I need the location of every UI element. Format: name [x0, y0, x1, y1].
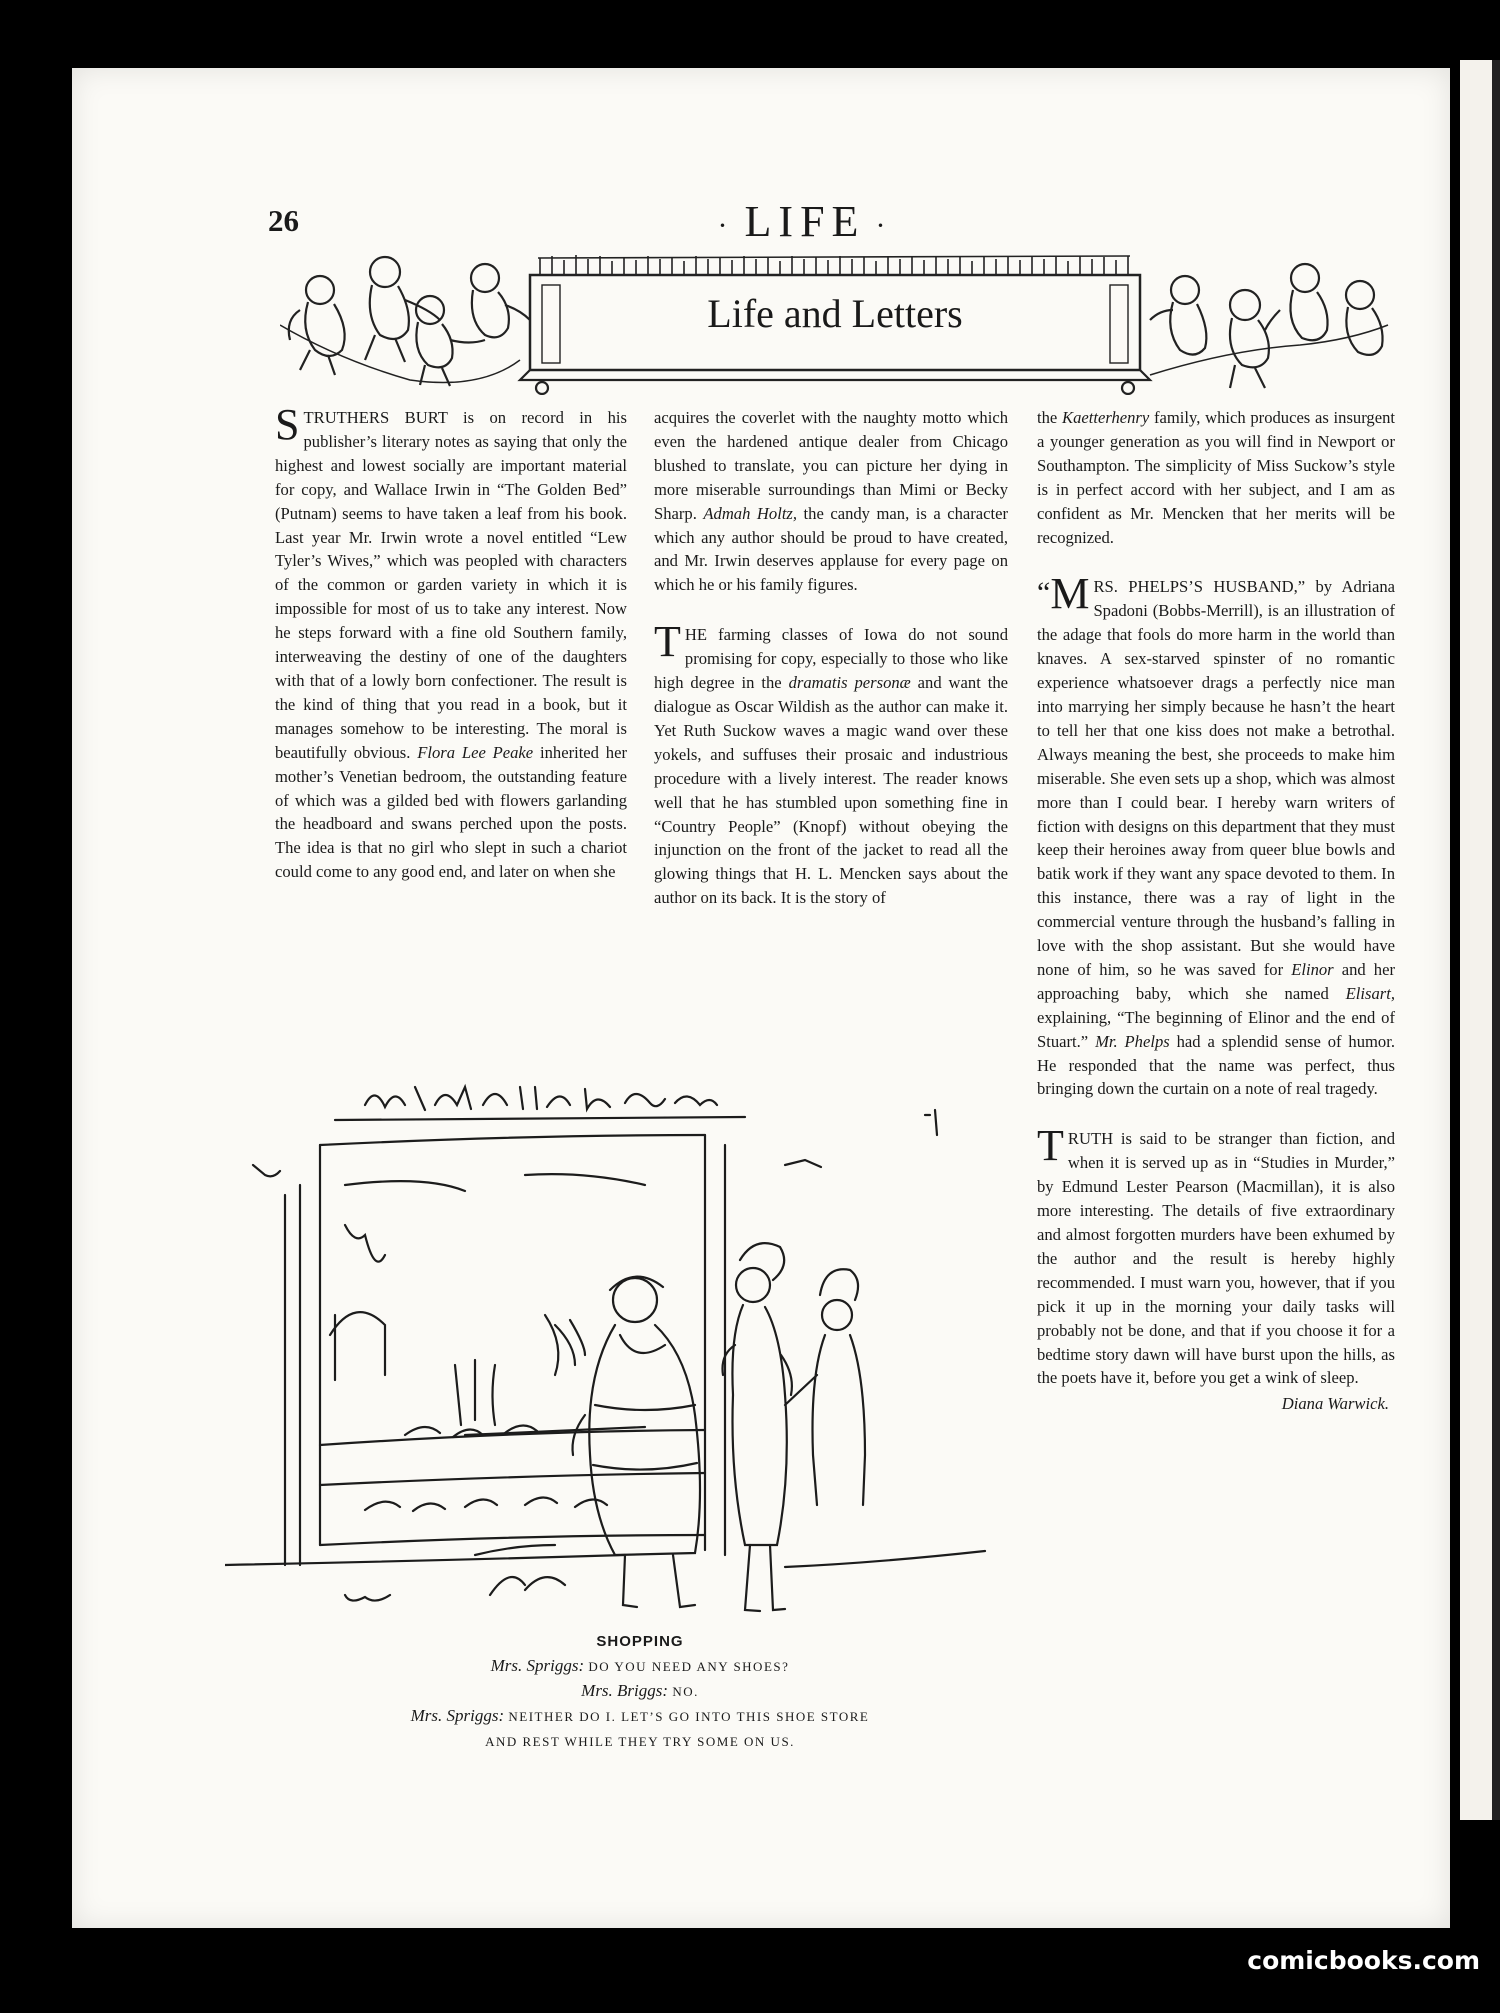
paragraph-text: had a splendid sense of humor. He responded that the name was perfect, thus bringing down the curtain on a note of real tragedy. — [1037, 1031, 1395, 1099]
cartoon-caption — [300, 1630, 980, 1754]
italic-name: Kaetterhenry — [1062, 408, 1150, 427]
masthead — [680, 196, 930, 247]
italic-phrase: dramatis personæ — [788, 673, 911, 693]
paragraph-text: acquires the coverlet with the naughty motto which even the hardened antique dealer from Chicago blushed to translate, you can picture her dying in more miserable surroundings than Mimi or Becky Sharp. — [654, 408, 1008, 523]
italic-name: Mr. Phelps — [1095, 1031, 1170, 1051]
paragraph-text: TRUTHERS BURT is on record in his publisher’s literary notes as saying that only the highest and lowest socially are important material for copy, and Wallace Irwin in “The Golden Bed” (Putnam) seems to have taken a leaf from his book. Last year Mr. Irwin wrote a novel entitled “Lew Tyler’s Wives,” which was peopled with characters of the common or garden variety in which it is impossible for most of us to take any interest. Now he steps forward with a fine old Southern family, interweaving the destiny of one of the daughters with that of a lowly born confectioner. The result is the kind of thing that you read in a book, but it manages somehow to be interesting. The moral is beautifully obvious. — [275, 408, 627, 762]
dialogue-text: AND REST WHILE THEY TRY SOME ON US. — [485, 1734, 795, 1749]
storefront-icon — [285, 1135, 725, 1565]
left-cherubs-icon — [280, 257, 530, 386]
speaker-name: Mrs. Briggs: — [581, 1681, 669, 1700]
paragraph-text: family, which produces as insurgent a younger generation as you will find in Newport or Southampton. The simplicity of Miss Suckow’s style is in perfect accord with her subject, and I am as confident as Mr. Mencken that her merits will be recognized. — [1037, 408, 1395, 547]
page-number: 26 — [268, 203, 299, 238]
paragraph-country-people-cont — [1037, 406, 1395, 549]
drop-cap: T — [1037, 1121, 1064, 1171]
paragraph-text: the — [1037, 408, 1062, 427]
displayed-shoes-icon — [365, 1425, 607, 1511]
author-signature: Diana Warwick. — [1281, 1394, 1389, 1414]
masthead-title: LIFE — [744, 197, 866, 246]
cartoon-title: SHOPPING — [596, 1633, 684, 1650]
speaker-name: Mrs. Spriggs: — [490, 1656, 585, 1675]
caption-line-3 — [300, 1704, 980, 1729]
paragraph-text: the candy man, is a character which any author should be proud to have created, and Mr. Irwin deserves applause for every page on which he or his family figures. — [654, 503, 1008, 595]
site-credit-watermark: comicbooks.com — [1247, 1946, 1480, 1975]
dialogue-text: DO YOU NEED ANY SHOES? — [588, 1659, 790, 1674]
italic-name: Elisart, — [1345, 983, 1395, 1003]
drop-cap: S — [275, 400, 300, 449]
adjacent-page-edge — [1460, 60, 1500, 1820]
masthead-dot-right: · — [875, 208, 893, 242]
drop-cap: M — [1050, 569, 1090, 619]
paragraph-text: HE farming classes of Iowa do not sound promising for copy, especially to those who like high degree in the — [654, 625, 1008, 693]
shoe-store-illustration — [225, 1075, 1020, 1635]
caption-line-2 — [300, 1679, 980, 1704]
paragraph-text: inherited her mother’s Venetian bedroom, the outstanding feature of which was a gilded bed with flowers garlanding the headboard and swans perched upon the posts. The idea is that no girl who slept in such a chariot could come to any good end, and later on when she — [275, 742, 627, 882]
section-banner — [280, 250, 1390, 395]
right-cherubs-icon — [1150, 264, 1388, 388]
drop-cap: T — [654, 617, 681, 667]
mrs-briggs-figure-icon — [723, 1243, 792, 1611]
speaker-name: Mrs. Spriggs: — [410, 1706, 505, 1725]
masthead-dot-left: · — [717, 208, 735, 242]
italic-name: Flora Lee Peake — [417, 742, 534, 762]
paragraph-mrs-phelps — [1037, 569, 1395, 1101]
section-title: Life and Letters — [707, 291, 963, 336]
paragraph-studies-in-murder — [1037, 1121, 1395, 1390]
shopping-cartoon — [225, 1075, 1020, 1635]
caption-line-4 — [300, 1729, 980, 1754]
dialogue-text: NEITHER DO I. LET’S GO INTO THIS SHOE STORE — [508, 1709, 870, 1724]
article-column-2 — [654, 406, 1008, 910]
paragraph-golden-bed-cont — [654, 406, 1008, 597]
paragraph-text: RUTH is said to be stranger than fiction, and when it is served up as in “Studies in Murder,” by Edmund Lester Pearson (Macmillan), it is also more interesting. The details of five extraordinary and almost forgotten murders have been exhumed by the author and the result is hereby highly recommended. I must warn you, however, that if you pick it up in the morning your daily tasks will probably not be done, and that if you choose it for a bedtime story dawn will have burst upon the hills, as the poets have it, before you get a wink of sleep. — [1037, 1129, 1395, 1388]
mrs-spriggs-figure-icon — [573, 1277, 701, 1607]
paragraph-text: explaining, “The beginning of Elinor and the end of Stuart.” — [1037, 1007, 1395, 1051]
paragraph-golden-bed — [275, 400, 627, 884]
open-quote: “ — [1037, 576, 1051, 610]
dialogue-text: NO. — [672, 1684, 699, 1699]
italic-name: Elinor — [1291, 959, 1334, 979]
shop-clerk-figure-icon — [785, 1269, 865, 1505]
italic-name: Admah Holtz, — [703, 503, 798, 523]
paragraph-country-people — [654, 617, 1008, 910]
paragraph-text: and her approaching baby, which she named — [1037, 959, 1395, 1003]
article-column-1 — [275, 400, 627, 884]
caption-line-1 — [300, 1654, 980, 1679]
article-column-3 — [1037, 406, 1395, 1416]
paragraph-text: RS. PHELPS’S HUSBAND,” by Adriana Spadoni (Bobbs-Merrill), is an illustration of the adage that fools do more harm in the world than knaves. A sex-starved spinster of no romantic experience whatsoever drags a perfectly nice man into marrying her simply because he hasn’t the heart to tell her that one kiss does not make a betrothal. Always meaning the best, she proceeds to make him miserable. She even sets up a shop, which was almost more than I could bear. I hereby warn writers of fiction with designs on this department that they must keep their heroines away from queer blue bowls and batik work if they want any space devoted to them. In this instance, there was a ray of light in the commercial venture through the husband’s falling in love with the shop assistant. But she would have none of him, so he was saved for — [1037, 577, 1395, 979]
paragraph-text: and want the dialogue as Oscar Wildish as the author can make it. Yet Ruth Suckow waves a magic wand over these yokels, and suffuses their prosaic and industrious procedure with a lively interest. The reader knows well that he has stumbled upon something fine in “Country People” (Knopf) without obeying the injunction on the front of the jacket to read all the glowing things that H. L. Mencken says about the author on its back. It is the story of — [654, 673, 1008, 908]
shop-sign-icon — [365, 1087, 717, 1110]
